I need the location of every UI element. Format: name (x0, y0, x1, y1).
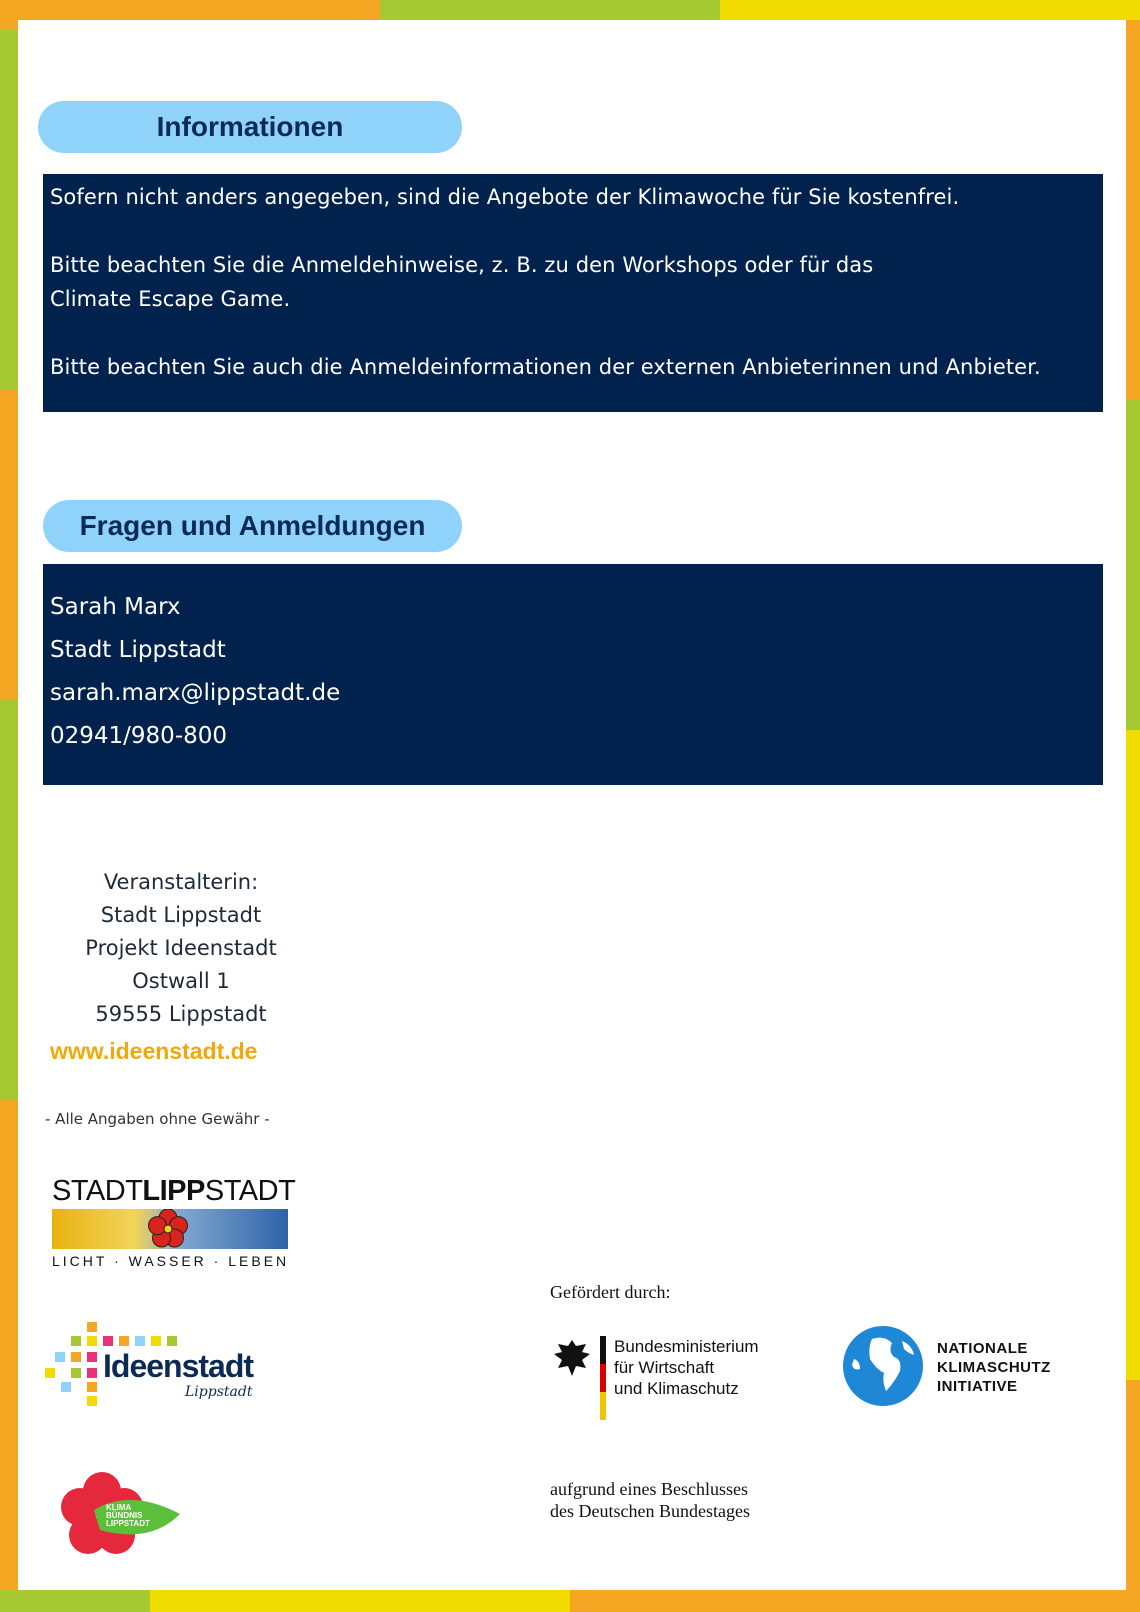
frame-bottom-yellow (150, 1590, 570, 1612)
klimabuendnis-line: LIPPSTADT (106, 1519, 150, 1528)
initiative-line: NATIONALE (937, 1340, 1028, 1357)
flag-stripe-gold (600, 1392, 606, 1420)
globe-icon (842, 1325, 924, 1407)
initiative-name (937, 1339, 1051, 1396)
klimabuendnis-logo (60, 1470, 190, 1560)
info-line: Bitte beachten Sie die Anmeldehinweise, z. B. zu den Workshops oder für das (50, 253, 874, 277)
resolution-line: des Deutschen Bundestages (550, 1501, 750, 1521)
ministry-line: Bundesministerium (614, 1337, 759, 1356)
contact-box (43, 564, 1103, 785)
organizer-line: Stadt Lippstadt (100, 903, 262, 927)
klimabuendnis-line: BÜNDNIS (106, 1511, 143, 1520)
flower-banner-icon (52, 1209, 288, 1249)
organizer-line: Projekt Ideenstadt (85, 936, 277, 960)
frame-top-lime (380, 0, 740, 20)
disclaimer: - Alle Angaben ohne Gewähr - (45, 1110, 270, 1128)
initiative-line: KLIMASCHUTZ (937, 1359, 1051, 1376)
ministry-line: und Klimaschutz (614, 1379, 739, 1398)
info-line: Sofern nicht anders angegeben, sind die Angebote der Klimawoche für Sie kostenfrei. (50, 185, 960, 209)
frame-right-yellow (1126, 730, 1140, 1380)
frame-left-lime (0, 30, 18, 390)
klimabuendnis-line: KLIMA (106, 1503, 132, 1512)
website-link[interactable]: www.ideenstadt.de (50, 1038, 258, 1064)
contact-heading (43, 500, 462, 552)
contact-phone: 02941/980-800 (50, 723, 228, 749)
ideenstadt-name: Ideenstadt (103, 1348, 254, 1384)
stadt-lippstadt-logo (52, 1175, 296, 1275)
info-heading-text: Informationen (156, 111, 344, 142)
logo-word: STADT (52, 1175, 143, 1207)
frame-left-lime2 (0, 700, 18, 1100)
contact-name: Sarah Marx (50, 594, 181, 620)
logo-word: STADT (204, 1175, 296, 1207)
organizer-line: Ostwall 1 (132, 969, 230, 993)
organizer-address (58, 866, 304, 1031)
info-line: Bitte beachten Sie auch die Anmeldeinformationen der externen Anbieterinnen und Anbieter. (50, 355, 1041, 379)
ideenstadt-logo (45, 1318, 255, 1418)
info-heading (38, 101, 462, 153)
frame-right-lime (1126, 400, 1140, 730)
organizer-line: 59555 Lippstadt (95, 1002, 267, 1026)
info-line: Climate Escape Game. (50, 287, 291, 311)
federal-eagle-icon (552, 1336, 592, 1380)
funding-label: Gefördert durch: (550, 1282, 671, 1302)
info-box (43, 174, 1103, 412)
klimabuendnis-text (106, 1504, 150, 1528)
ministry-name (614, 1336, 759, 1399)
organizer-line: Veranstalterin: (103, 870, 259, 894)
resolution-text (550, 1478, 750, 1522)
contact-heading-text: Fragen und Anmeldungen (79, 510, 426, 541)
nki-logo (842, 1325, 1082, 1411)
ministry-line: für Wirtschaft (614, 1358, 715, 1377)
contact-email[interactable]: sarah.marx@lippstadt.de (50, 680, 341, 706)
logo-tagline: LICHT · WASSER · LEBEN (52, 1253, 290, 1269)
page (18, 20, 1126, 1590)
frame-top-yellow (720, 0, 1140, 20)
flag-stripe-black (600, 1336, 606, 1364)
contact-org: Stadt Lippstadt (50, 637, 226, 663)
flag-stripe-red (600, 1364, 606, 1392)
initiative-line: INITIATIVE (937, 1378, 1018, 1395)
ideenstadt-sub: Lippstadt (185, 1384, 253, 1400)
frame-bottom-lime (0, 1590, 150, 1612)
bmwk-logo (550, 1336, 780, 1456)
logo-word-bold: LIPP (142, 1175, 205, 1207)
resolution-line: aufgrund eines Beschlusses (550, 1479, 748, 1499)
